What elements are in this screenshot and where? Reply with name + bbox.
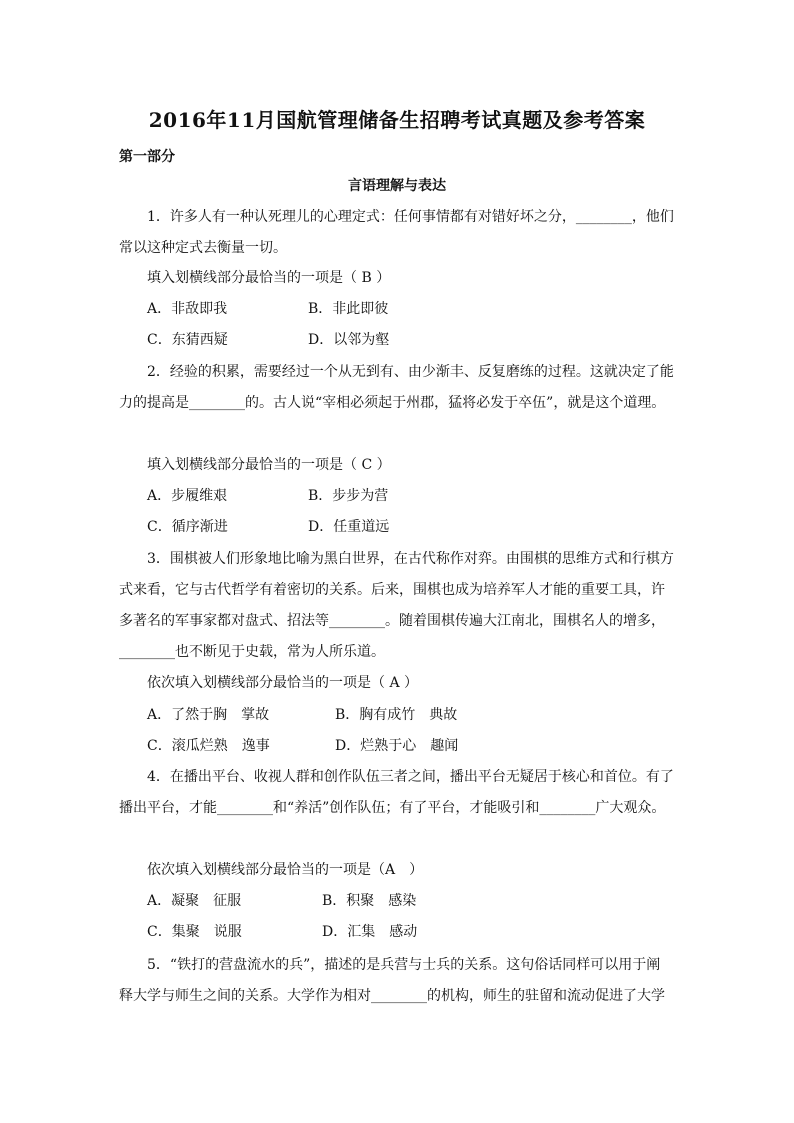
question-1-option-d: D．以邻为壑 (308, 332, 390, 348)
question-2-option-c: C．循序渐进 (147, 519, 228, 535)
question-2-prompt: 填入划横线部分最恰当的一项是（ C ） (147, 457, 391, 473)
question-1-prompt: 填入划横线部分最恰当的一项是（ B ） (147, 270, 391, 286)
question-3-option-c: C．滚瓜烂熟 逸事 (147, 738, 270, 754)
question-4-line-1: 4．在播出平台、收视人群和创作队伍三者之间，播出平台无疑居于核心和首位。有了 (147, 769, 674, 785)
document-title: 2016年11月国航管理储备生招聘考试真题及参考答案 (148, 108, 646, 132)
question-1-line-1: 1．许多人有一种认死理儿的心理定式：任何事情都有对错好坏之分，________，他们 (147, 209, 674, 225)
section-heading: 言语理解与表达 (348, 178, 446, 194)
question-3-option-b: B．胸有成竹 典故 (335, 707, 458, 723)
question-3-line-1: 3．围棋被人们形象地比喻为黑白世界，在古代称作对弈。由围棋的思维方式和行棋方 (147, 551, 674, 567)
question-3-line-4: ________也不断见于史载，常为人所乐道。 (119, 644, 385, 660)
question-4-prompt: 依次填入划横线部分最恰当的一项是（A ） (147, 862, 424, 878)
question-1-line-2: 常以这种定式去衡量一切。 (119, 240, 287, 256)
question-2-option-d: D．任重道远 (308, 519, 390, 535)
question-2-option-a: A．步履维艰 (147, 488, 228, 504)
part-heading: 第一部分 (119, 149, 175, 165)
question-1-option-b: B．非此即彼 (308, 301, 389, 317)
question-3-option-d: D．烂熟于心 趣闻 (335, 738, 459, 754)
question-4-option-a: A．凝聚 征服 (147, 893, 242, 909)
question-2-line-2: 力的提高是________的。古人说“宰相必须起于州郡，猛将必发于卒伍”，就是这个道理。 (119, 395, 666, 411)
question-3-option-a: A．了然于胸 掌故 (147, 707, 270, 723)
question-1-option-a: A．非敌即我 (147, 301, 228, 317)
question-4-option-d: D．汇集 感动 (322, 924, 418, 940)
question-3-prompt: 依次填入划横线部分最恰当的一项是（ A ） (147, 675, 419, 691)
question-1-option-c: C．东猜西疑 (147, 332, 228, 348)
question-4-line-2: 播出平台，才能________和“养活”创作队伍；有了平台，才能吸引和________广大观众。 (119, 800, 666, 816)
question-4-option-b: B．积聚 感染 (322, 893, 417, 909)
question-2-line-1: 2．经验的积累，需要经过一个从无到有、由少渐丰、反复磨练的过程。这就决定了能 (147, 364, 674, 380)
question-2-option-b: B．步步为营 (308, 488, 389, 504)
question-5-line-2: 释大学与师生之间的关系。大学作为相对________的机构，师生的驻留和流动促进了大学 (119, 988, 665, 1004)
question-4-option-c: C．集聚 说服 (147, 924, 242, 940)
question-5-line-1: 5．“铁打的营盘流水的兵”，描述的是兵营与士兵的关系。这句俗话同样可以用于阐 (147, 957, 661, 973)
question-3-line-2: 式来看，它与古代哲学有着密切的关系。后来，围棋也成为培养军人才能的重要工具，许 (119, 582, 665, 598)
question-3-line-3: 多著名的军事家都对盘式、招法等________。随着围棋传遍大江南北，围棋名人的增多， (119, 613, 665, 629)
